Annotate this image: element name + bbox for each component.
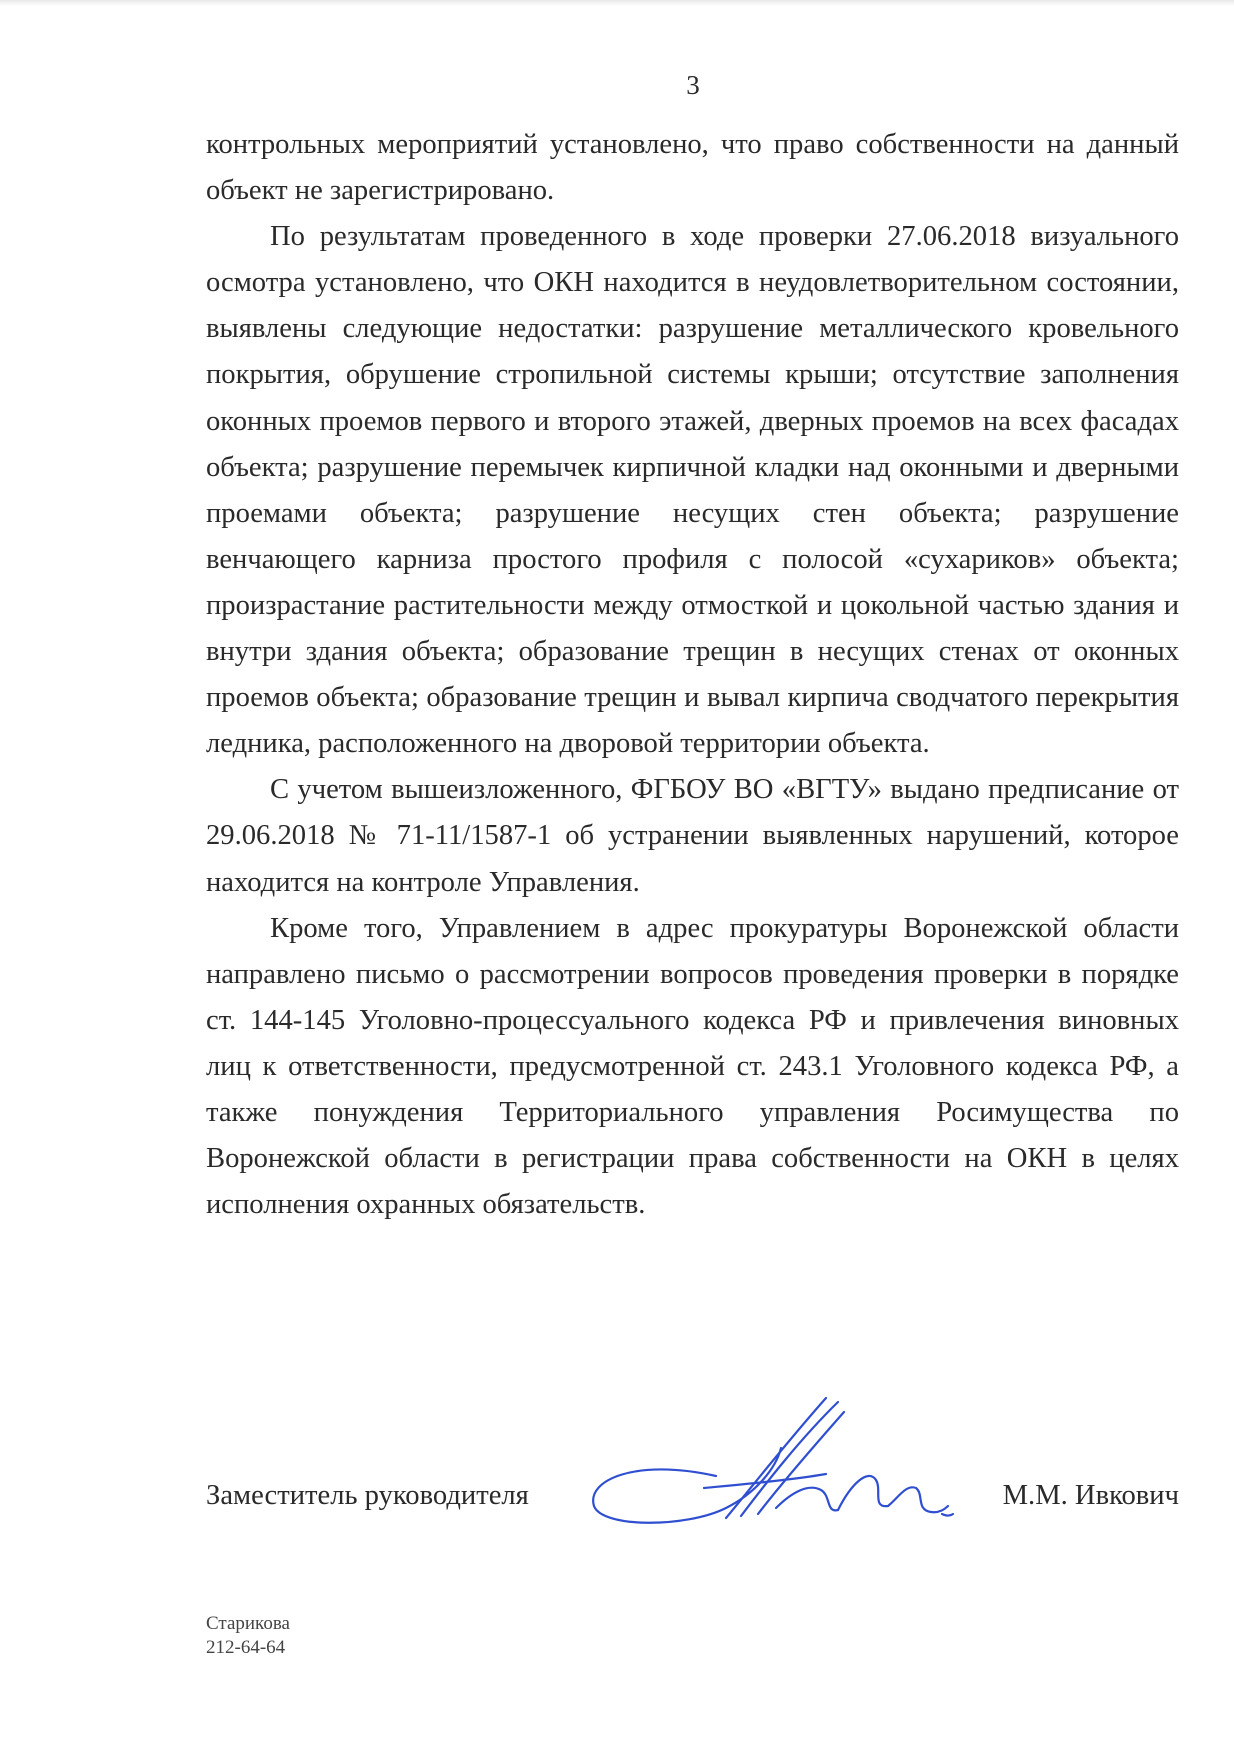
paragraph-inspection-results: По результатам проведенного в ходе проверки 27.06.2018 визуального осмотра установлено, что ОКН находится в неудовлетворительном состоянии, выявлены следующие недостатки: разрушение металлического кровельного покрытия, обрушение стропильной системы крыши; отсутствие заполнения оконных проемов первого и второго этажей, дверных проемов на всех фасадах объекта; разрушение перемычек кирпичной кладки над оконными и дверными проемами объекта; разрушение несущих стен объекта; разрушение венчающего карниза простого профиля с полосой «сухариков» объекта; произрастание растительности между отмосткой и цокольной частью здания и внутри здания объекта; образование трещин в несущих стенах от оконных проемов объекта; образование трещин и вывал кирпича сводчатого перекрытия ледника, расположенного на дворовой территории объекта. bbox=[206, 221, 1179, 760]
handwritten-signature bbox=[576, 1388, 956, 1548]
paragraph-prosecutor-letter: Кроме того, Управлением в адрес прокуратуры Воронежской области направлено письмо о рассмотрении вопросов проведения проверки в порядке ст. 144-145 Уголовно-процессуального кодекса РФ и привлечения виновных лиц к ответственности, предусмотренной ст. 243.1 Уголовного кодекса РФ, а также понуждения Территориального управления Росимущества по Воронежской области в регистрации права собственности на ОКН в целях исполнения охранных обязательств. bbox=[206, 912, 1179, 1221]
signatory-position: Заместитель руководителя bbox=[206, 1480, 529, 1511]
paragraph-continuation: контрольных мероприятий установлено, что право собственности на данный объект не зарегистрировано. bbox=[206, 129, 1179, 207]
letter-body bbox=[206, 122, 1179, 1228]
page-number: 3 bbox=[686, 70, 700, 100]
signature-block bbox=[206, 1456, 1179, 1536]
paragraph-order-issued: С учетом вышеизложенного, ФГБОУ ВО «ВГТУ» выдано предписание от 29.06.2018 № 71-11/1587-1 об устранении выявленных нарушений, которое находится на контроле Управления. bbox=[206, 774, 1179, 898]
executor-info bbox=[206, 1612, 290, 1660]
executor-phone: 212-64-64 bbox=[206, 1637, 286, 1658]
executor-name: Старикова bbox=[206, 1613, 290, 1634]
signatory-name: М.М. Ивкович bbox=[1002, 1480, 1179, 1511]
scan-edge bbox=[0, 0, 1234, 6]
